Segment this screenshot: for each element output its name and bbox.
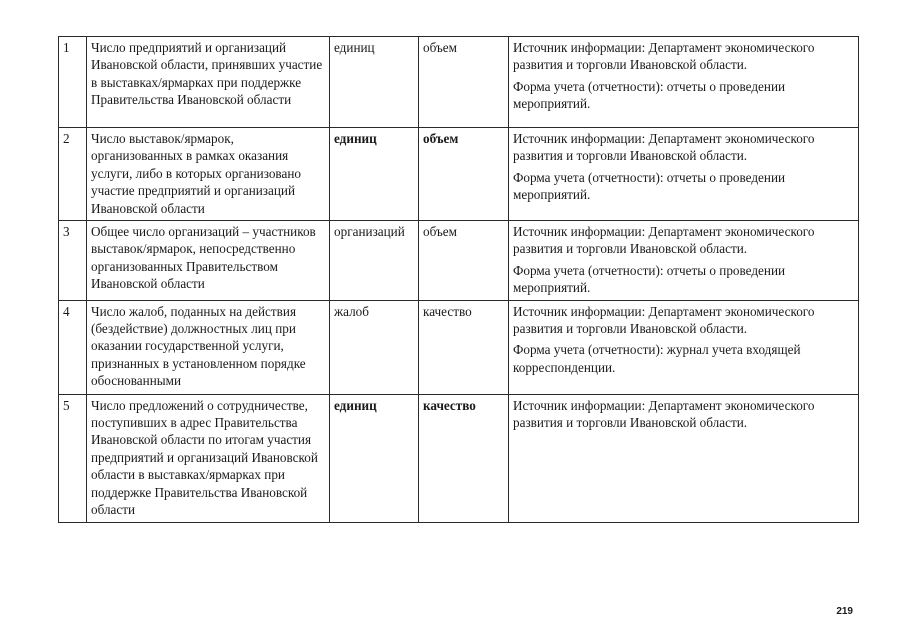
indicator-type: объем	[419, 221, 509, 301]
indicator-unit: единиц	[330, 37, 419, 128]
source-text: Источник информации: Департамент экономического развития и торговли Ивановской области.	[513, 397, 815, 431]
indicator-unit: единиц	[330, 128, 419, 221]
table-row	[59, 300, 859, 394]
indicator-source-cell	[509, 221, 859, 301]
indicator-name: Число предложений о сотрудничестве, поступивших в адрес Правительства Ивановской области по итогам участия предприятий и организаций Ивановской области в выставках/ярмарках при поддержке Правительства Ивановской области	[87, 394, 330, 522]
indicator-unit: единиц	[330, 394, 419, 522]
source-text: Источник информации: Департамент экономического развития и торговли Ивановской области.	[513, 224, 815, 257]
indicator-source-cell	[509, 300, 859, 394]
indicator-type: качество	[419, 394, 509, 522]
indicator-name: Число выставок/ярмарок, организованных в рамках оказания услуги, либо в которых организовано участие предприятий и организаций Ивановской области	[87, 128, 330, 221]
report-form-text: Форма учета (отчетности): отчеты о проведении мероприятий.	[513, 262, 786, 296]
indicator-source-cell	[509, 394, 859, 522]
indicator-unit: жалоб	[330, 300, 419, 394]
row-number: 2	[59, 128, 87, 221]
table-row	[59, 394, 859, 522]
report-form-text: Форма учета (отчетности): отчеты о проведении мероприятий.	[513, 78, 786, 112]
indicators-table	[58, 36, 859, 523]
row-number: 3	[59, 221, 87, 301]
table-row	[59, 221, 859, 301]
indicator-name: Число предприятий и организаций Ивановской области, принявших участие в выставках/ярмарках при поддержке Правительства Ивановской области	[87, 37, 330, 128]
indicator-source-cell	[509, 128, 859, 221]
report-form-text: Форма учета (отчетности): отчеты о проведении мероприятий.	[513, 169, 786, 203]
indicator-type: объем	[419, 37, 509, 128]
row-number: 1	[59, 37, 87, 128]
source-text: Источник информации: Департамент экономического развития и торговли Ивановской области.	[513, 303, 815, 337]
page-number: 219	[836, 606, 853, 617]
row-number: 4	[59, 300, 87, 394]
report-form-text: Форма учета (отчетности): журнал учета входящей корреспонденции.	[513, 342, 801, 375]
indicator-type: качество	[419, 300, 509, 394]
table-row	[59, 128, 859, 221]
indicator-name: Число жалоб, поданных на действия (бездействие) должностных лиц при оказании государственной услуги, признанных в установленном порядке обоснованными	[87, 300, 330, 394]
table-row	[59, 37, 859, 128]
source-text: Источник информации: Департамент экономического развития и торговли Ивановской области.	[513, 40, 815, 73]
indicator-source-cell	[509, 37, 859, 128]
row-number: 5	[59, 394, 87, 522]
indicator-unit: организаций	[330, 221, 419, 301]
source-text: Источник информации: Департамент экономического развития и торговли Ивановской области.	[513, 131, 815, 164]
indicator-type: объем	[419, 128, 509, 221]
indicator-name: Общее число организаций – участников выставок/ярмарок, непосредственно организованных Правительством Ивановской области	[87, 221, 330, 301]
